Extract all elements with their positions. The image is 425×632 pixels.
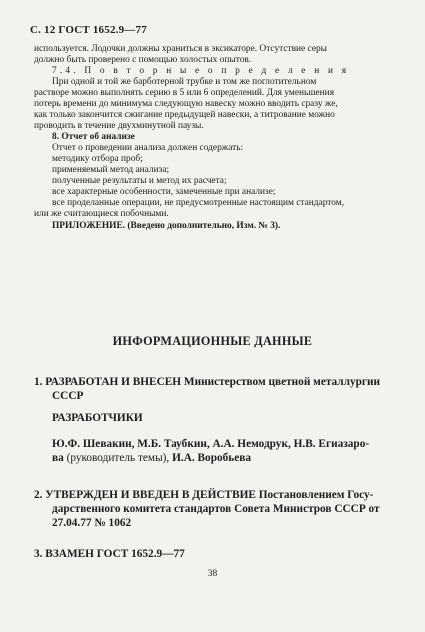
body-line: все проделанные операции, не предусмотренные настоящим стандартом, — [52, 198, 345, 208]
info-item-1-text: Министерством цветной металлургии — [181, 376, 381, 388]
body-line: применяемый метод анализа; — [52, 165, 170, 175]
body-line: При одной и той же барботерной трубке и том же поглотительном — [52, 77, 317, 87]
developer-name: ва — [52, 452, 64, 464]
info-item-2-text-cont: дарственного комитета стандартов Совета Министров СССР от — [52, 503, 380, 515]
info-item-1-text-cont: СССР — [52, 390, 84, 402]
info-item-1 — [34, 375, 406, 389]
section-heading-8: 8. Отчет об анализе — [52, 132, 135, 142]
section-heading-7-4: 7.4. П о в т о р н ы е о п р е д е л е н и я — [52, 66, 350, 76]
page-number: 38 — [207, 569, 218, 579]
info-item-2-text: Постановлением Госу- — [255, 489, 374, 501]
info-section-title: ИНФОРМАЦИОННЫЕ ДАННЫЕ — [112, 334, 313, 348]
body-line: методику отбора проб; — [52, 154, 143, 164]
body-line: проводить в течение двухминутной паузы. — [34, 121, 204, 131]
developer-role: (руководитель темы), — [63, 452, 170, 464]
body-line: все характерные особенности, замеченные при анализе; — [52, 187, 276, 197]
body-line: используется. Лодочки должны храниться в эксикаторе. Отсутствие серы — [34, 44, 327, 54]
developers-line: Ю.Ф. Шевакин, М.Б. Таубкин, А.А. Немодрук, Н.В. Егиазаро- — [52, 438, 370, 450]
body-line: как только закончится сжигание предыдущей навески, а титрование можно — [34, 110, 335, 120]
info-item-2-heading: 2. УТВЕРЖДЕН И ВВЕДЕН В ДЕЙСТВИЕ — [34, 489, 256, 501]
body-line: потерь времени до минимума следующую навеску можно вводить сразу же, — [34, 99, 338, 109]
body-line: или же считающиеся побочными. — [34, 209, 169, 219]
body-line: должно быть проверено с помощью холостых опытов. — [34, 55, 252, 65]
page-header: С. 12 ГОСТ 1652.9—77 — [30, 24, 147, 36]
info-item-3: 3. ВЗАМЕН ГОСТ 1652.9—77 — [34, 548, 185, 560]
body-line: растворе можно выполнять серию в 5 или 6 определений. Для уменьшения — [34, 88, 335, 98]
developer-name: И.А. Воробьева — [169, 452, 252, 464]
body-line: полученные результаты и метод их расчета; — [52, 176, 227, 186]
info-item-2-date: 27.04.77 № 1062 — [52, 517, 132, 529]
developers-line — [52, 451, 424, 465]
body-line: Отчет о проведении анализа должен содержать: — [52, 143, 244, 153]
info-item-2 — [34, 488, 406, 502]
info-item-1-heading: 1. РАЗРАБОТАН И ВНЕСЕН — [34, 376, 182, 388]
appendix-note: ПРИЛОЖЕНИЕ. (Введено дополнительно, Изм. № 3). — [52, 221, 281, 231]
developers-heading: РАЗРАБОТЧИКИ — [52, 412, 143, 424]
